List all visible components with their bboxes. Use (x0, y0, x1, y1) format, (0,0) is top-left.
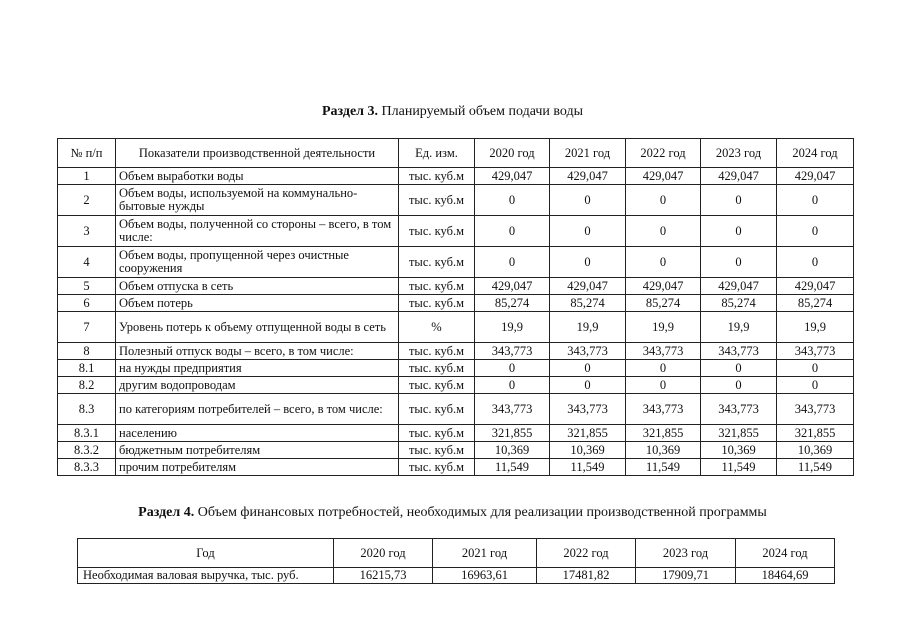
value-cell: 11,549 (626, 459, 701, 476)
unit-cell: тыс. куб.м (399, 185, 475, 216)
header-cell: Показатели производственной деятельности (116, 139, 399, 168)
indicator-name: населению (116, 425, 399, 442)
indicator-name: по категориям потребителей – всего, в том числе: (116, 394, 399, 425)
value-cell: 0 (777, 377, 854, 394)
value-cell: 85,274 (550, 295, 626, 312)
indicator-name: Объем воды, пропущенной через очистные сооружения (116, 247, 399, 278)
table-header-row (78, 539, 835, 568)
value-cell: 10,369 (777, 442, 854, 459)
table-row (58, 312, 854, 343)
row-number: 8.3.1 (58, 425, 116, 442)
section-4-title-bold: Раздел 4. (138, 505, 195, 520)
value-cell: 321,855 (777, 425, 854, 442)
value-cell: 0 (550, 377, 626, 394)
value-cell: 0 (550, 185, 626, 216)
value-cell: 429,047 (626, 278, 701, 295)
section-4-title-text: Объем финансовых потребностей, необходимых для реализации производственной программы (194, 505, 767, 520)
row-number: 4 (58, 247, 116, 278)
value-cell: 0 (475, 360, 550, 377)
value-cell: 321,855 (550, 425, 626, 442)
value-cell: 85,274 (777, 295, 854, 312)
row-number: 8.3.2 (58, 442, 116, 459)
value-cell: 343,773 (550, 394, 626, 425)
table-row (58, 247, 854, 278)
table-row (58, 185, 854, 216)
value-cell: 17909,71 (636, 568, 736, 584)
value-cell: 0 (701, 185, 777, 216)
table-row (58, 442, 854, 459)
value-cell: 11,549 (777, 459, 854, 476)
value-cell: 429,047 (777, 278, 854, 295)
value-cell: 0 (777, 247, 854, 278)
value-cell: 429,047 (701, 278, 777, 295)
value-cell: 0 (701, 377, 777, 394)
value-cell: 17481,82 (537, 568, 636, 584)
row-number: 6 (58, 295, 116, 312)
value-cell: 85,274 (701, 295, 777, 312)
row-number: 1 (58, 168, 116, 185)
value-cell: 11,549 (701, 459, 777, 476)
value-cell: 343,773 (550, 343, 626, 360)
header-cell: № п/п (58, 139, 116, 168)
table-row (58, 360, 854, 377)
unit-cell: тыс. куб.м (399, 425, 475, 442)
value-cell: 343,773 (475, 343, 550, 360)
header-cell: 2023 год (636, 539, 736, 568)
section-3-title-text: Планируемый объем подачи воды (378, 104, 584, 119)
value-cell: 10,369 (550, 442, 626, 459)
value-cell: 0 (777, 185, 854, 216)
row-number: 8 (58, 343, 116, 360)
table-row (58, 394, 854, 425)
row-number: 8.3 (58, 394, 116, 425)
unit-cell: % (399, 312, 475, 343)
value-cell: 429,047 (701, 168, 777, 185)
table-row (58, 343, 854, 360)
value-cell: 0 (626, 360, 701, 377)
indicator-name: Объем отпуска в сеть (116, 278, 399, 295)
value-cell: 0 (626, 247, 701, 278)
header-cell: 2022 год (626, 139, 701, 168)
table-row (58, 216, 854, 247)
header-cell: 2022 год (537, 539, 636, 568)
unit-cell: тыс. куб.м (399, 168, 475, 185)
value-cell: 343,773 (701, 394, 777, 425)
indicator-name: Объем воды, используемой на коммунально-бытовые нужды (116, 185, 399, 216)
value-cell: 16215,73 (334, 568, 433, 584)
header-cell: 2020 год (334, 539, 433, 568)
unit-cell: тыс. куб.м (399, 216, 475, 247)
value-cell: 11,549 (475, 459, 550, 476)
row-number: 2 (58, 185, 116, 216)
financial-needs-table (77, 538, 835, 584)
unit-cell: тыс. куб.м (399, 247, 475, 278)
header-cell: 2024 год (736, 539, 835, 568)
header-cell: Ед. изм. (399, 139, 475, 168)
value-cell: 429,047 (550, 278, 626, 295)
value-cell: 429,047 (475, 168, 550, 185)
header-cell: 2021 год (433, 539, 537, 568)
unit-cell: тыс. куб.м (399, 442, 475, 459)
value-cell: 0 (701, 216, 777, 247)
value-cell: 321,855 (701, 425, 777, 442)
value-cell: 343,773 (475, 394, 550, 425)
value-cell: 343,773 (701, 343, 777, 360)
value-cell: 343,773 (777, 343, 854, 360)
value-cell: 321,855 (626, 425, 701, 442)
row-number: 8.2 (58, 377, 116, 394)
value-cell: 19,9 (475, 312, 550, 343)
value-cell: 429,047 (777, 168, 854, 185)
section-3-title (0, 104, 905, 120)
indicator-name: Полезный отпуск воды – всего, в том числе: (116, 343, 399, 360)
section-3-title-bold: Раздел 3. (321, 104, 379, 119)
table-row (58, 425, 854, 442)
indicator-name: другим водопроводам (116, 377, 399, 394)
indicator-name: прочим потребителям (116, 459, 399, 476)
value-cell: 0 (475, 185, 550, 216)
value-cell: 0 (475, 377, 550, 394)
value-cell: 85,274 (626, 295, 701, 312)
unit-cell: тыс. куб.м (399, 343, 475, 360)
indicator-name: Объем выработки воды (116, 168, 399, 185)
header-cell: 2021 год (550, 139, 626, 168)
value-cell: 0 (550, 247, 626, 278)
table-header-row (58, 139, 854, 168)
value-cell: 18464,69 (736, 568, 835, 584)
value-cell: 0 (475, 247, 550, 278)
value-cell: 0 (777, 216, 854, 247)
value-cell: 343,773 (626, 394, 701, 425)
indicator-name: Уровень потерь к объему отпущенной воды в сеть (116, 312, 399, 343)
value-cell: 429,047 (550, 168, 626, 185)
table-row (58, 295, 854, 312)
value-cell: 321,855 (475, 425, 550, 442)
unit-cell: тыс. куб.м (399, 394, 475, 425)
value-cell: 0 (701, 247, 777, 278)
value-cell: 0 (777, 360, 854, 377)
value-cell: 85,274 (475, 295, 550, 312)
row-number: 8.1 (58, 360, 116, 377)
unit-cell: тыс. куб.м (399, 377, 475, 394)
row-number: 7 (58, 312, 116, 343)
header-cell: Год (78, 539, 334, 568)
value-cell: 0 (550, 216, 626, 247)
value-cell: 19,9 (777, 312, 854, 343)
table-row (58, 278, 854, 295)
value-cell: 19,9 (550, 312, 626, 343)
unit-cell: тыс. куб.м (399, 278, 475, 295)
value-cell: 0 (550, 360, 626, 377)
water-supply-table (57, 138, 854, 476)
value-cell: 0 (701, 360, 777, 377)
indicator-name: Объем воды, полученной со стороны – всего, в том числе: (116, 216, 399, 247)
table-row (58, 168, 854, 185)
unit-cell: тыс. куб.м (399, 360, 475, 377)
value-cell: 10,369 (701, 442, 777, 459)
value-cell: 343,773 (626, 343, 701, 360)
value-cell: 0 (475, 216, 550, 247)
table-row (58, 459, 854, 476)
value-cell: 429,047 (475, 278, 550, 295)
header-cell: 2024 год (777, 139, 854, 168)
value-cell: 16963,61 (433, 568, 537, 584)
row-number: 8.3.3 (58, 459, 116, 476)
value-cell: 19,9 (626, 312, 701, 343)
row-number: 5 (58, 278, 116, 295)
value-cell: 0 (626, 216, 701, 247)
value-cell: 0 (626, 185, 701, 216)
indicator-name: на нужды предприятия (116, 360, 399, 377)
value-cell: 10,369 (626, 442, 701, 459)
indicator-name: бюджетным потребителям (116, 442, 399, 459)
value-cell: 19,9 (701, 312, 777, 343)
value-cell: 0 (626, 377, 701, 394)
table-row (58, 377, 854, 394)
revenue-label: Необходимая валовая выручка, тыс. руб. (78, 568, 334, 584)
value-cell: 343,773 (777, 394, 854, 425)
header-cell: 2020 год (475, 139, 550, 168)
unit-cell: тыс. куб.м (399, 295, 475, 312)
indicator-name: Объем потерь (116, 295, 399, 312)
unit-cell: тыс. куб.м (399, 459, 475, 476)
section-4-title (0, 505, 905, 521)
header-cell: 2023 год (701, 139, 777, 168)
value-cell: 10,369 (475, 442, 550, 459)
row-number: 3 (58, 216, 116, 247)
table-row (78, 568, 835, 584)
value-cell: 429,047 (626, 168, 701, 185)
value-cell: 11,549 (550, 459, 626, 476)
